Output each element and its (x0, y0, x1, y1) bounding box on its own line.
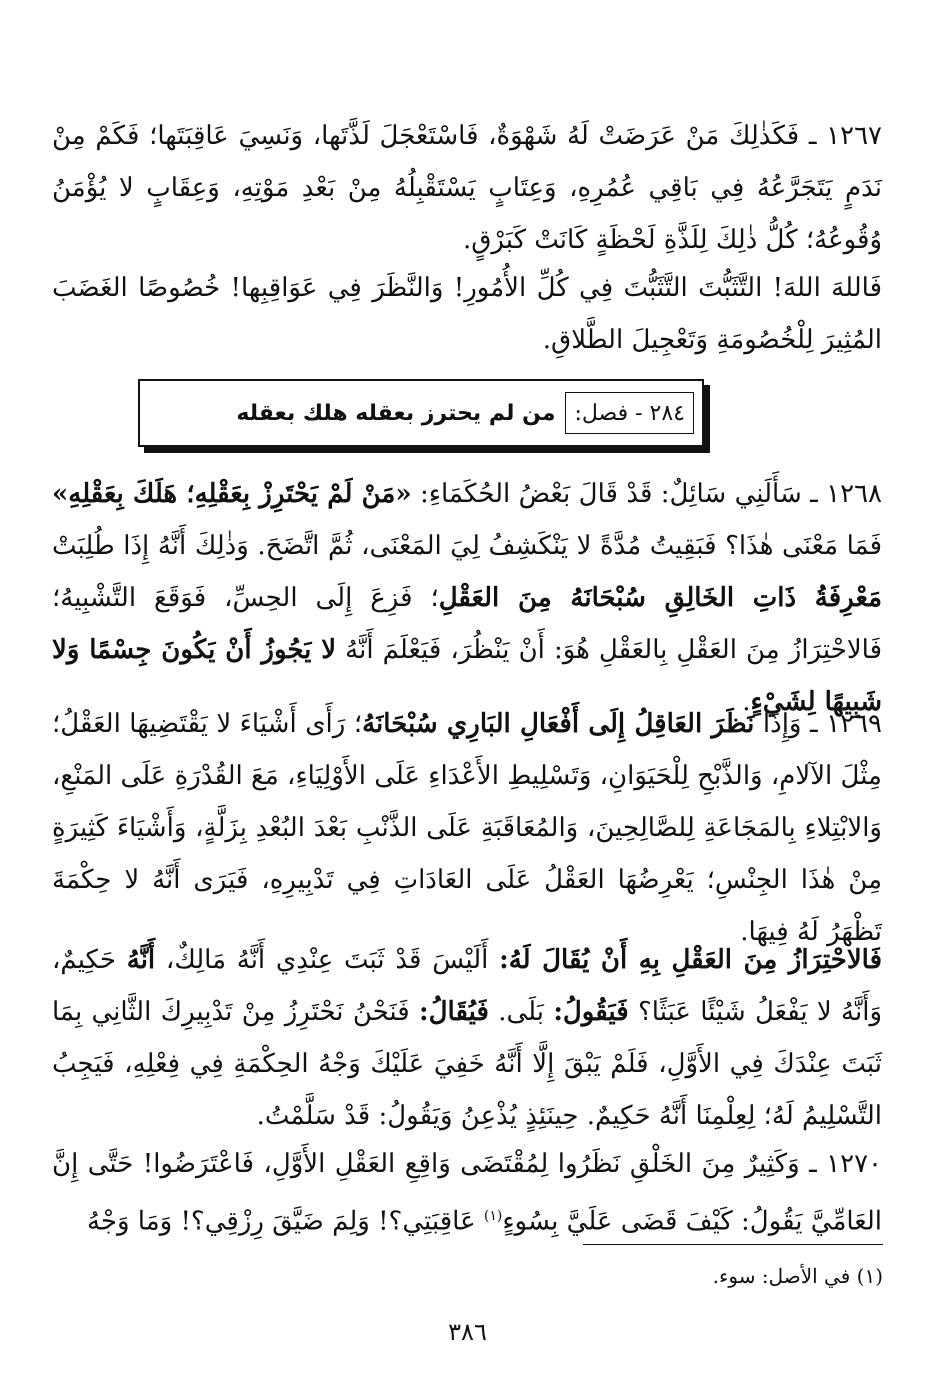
footnote-reference: (١) (483, 1208, 503, 1224)
paragraph-lead: ـ سَأَلَنِي سَائِلٌ: قَدْ قَالَ بَعْضُ الحُكَمَاءِ: (420, 479, 818, 509)
bold-phrase: لا يَجُوزُ أَنْ يَكُونَ جِسْمًا وَلا شَبِيهًا لِشَيْءٍ (52, 635, 882, 717)
paragraph-number: ١٢٦٩ (826, 709, 882, 739)
paragraph-1267 (52, 110, 882, 266)
bold-phrase: أَنَّهُ (126, 945, 156, 975)
page-number: ٣٨٦ (448, 1318, 487, 1346)
bold-phrase: فَالاحْتِرَازُ مِنَ العَقْلِ بِهِ أَنْ يُقَالَ لَهُ: (499, 945, 883, 975)
paragraph-text: بَلَى. (498, 997, 544, 1027)
paragraph-text: ؛ فَزِعَ إِلَى الحِسِّ، فَوَقَعَ التَّشْبِيهُ؛ فَالاحْتِرَازُ مِنَ العَقْلِ بِالعَقْلِ هُوَ: أَنْ يَنْظُرَ، فَيَعْلَمَ أَنَّهُ (52, 583, 882, 665)
paragraph-end: . (742, 687, 751, 717)
section-title: من لم يحترز بعقله هلك بعقله (236, 400, 556, 426)
bold-quote: «مَنْ لَمْ يَحْتَرِزْ بِعَقْلِهِ؛ هَلَكَ بِعَقْلِهِ» (52, 479, 412, 509)
paragraph-number: ١٢٦٨ (826, 479, 883, 509)
footnote (713, 1262, 883, 1290)
paragraph-number: ١٢٦٧ (826, 121, 883, 151)
footnote-text: في الأصل: سوء. (712, 1264, 851, 1288)
bold-phrase: فَيَقُولُ: (553, 997, 629, 1027)
bold-phrase: نَظَرَ العَاقِلُ إِلَى أَفْعَالِ البَارِي سُبْحَانَهُ (362, 709, 755, 739)
paragraph-text: ـ فَكَذٰلِكَ مَنْ عَرَضَتْ لَهُ شَهْوَةٌ، فَاسْتَعْجَلَ لَذَّتَها، وَنَسِيَ عَاقِبَتَها؛ فَكَمْ مِنْ نَدَمٍ يَتَجَرَّعُهُ فِي بَاقِي عُمُرِهِ، وَعِتَابٍ يَسْتَقْبِلُهُ مِنْ بَعْدِ مَوْتِهِ، وَعِقَابٍ لا يُؤْمَنُ وُقُوعُهُ؛ كُلُّ ذٰلِكَ لِلَذَّةِ لَحْظَةٍ كَانَتْ كَبَرْقٍ. (52, 121, 882, 255)
bold-phrase: مَعْرِفَةُ ذَاتِ الخَالِقِ سُبْحَانَهُ مِنَ العَقْلِ (438, 583, 882, 613)
paragraph-text: فَاللهَ اللهَ! التَّثَبُّتَ التَّثَبُّتَ فِي كُلِّ الأُمُورِ! وَالنَّظَرَ فِي عَوَاقِبِها! خُصُوصًا الغَضَبَ المُثِيرَ لِلْخُصُومَةِ وَتَعْجِيلَ الطَّلاقِ. (52, 273, 882, 355)
paragraph-text: فَمَا مَعْنَى هٰذَا؟ فَبَقِيتُ مُدَّةً لا يَنْكَشِفُ لِيَ المَعْنَى، ثُمَّ اتَّضَحَ. وَذٰلِكَ أَنَّهُ إِذَا طُلِبَتْ (52, 531, 882, 561)
section-number-tag: ٢٨٤ - فصل: (565, 392, 694, 434)
bold-phrase: فَيُقَالُ: (419, 997, 489, 1027)
paragraph-1269 (52, 698, 882, 958)
paragraph-1268 (52, 468, 882, 728)
paragraph-1270 (52, 1138, 882, 1248)
paragraph-text: عَاقِبَتِي؟! وَلِمَ ضَيَّقَ رِزْقِي؟! وَمَا وَجْهُ (86, 1206, 476, 1237)
footnote-marker: (١) (856, 1264, 883, 1288)
paragraph-text: ؛ رَأَى أَشْيَاءَ لا يَقْتَضِيهَا العَقْلُ؛ مِثْلَ الآلامِ، وَالذَّبْحِ لِلْحَيَوَانِ، وَتَسْلِيطِ الأَعْدَاءِ عَلَى الأَوْلِيَاءِ، مَعَ القُدْرَةِ عَلَى المَنْعِ، وَالابْتِلاءِ بِالمَجَاعَةِ لِلصَّالِحِينَ، وَالمُعَاقَبَةِ عَلَى الذَّنْبِ بَعْدَ البُعْدِ بِزَلَّةٍ، وَأَشْيَاءَ كَثِيرَةٍ مِنْ هٰذَا الجِنْسِ؛ يَعْرِضُهَا العَقْلُ عَلَى العَادَاتِ فِي تَدْبِيرِهِ، فَيَرَى أَنَّهُ لا حِكْمَةَ تَظْهَرُ لَهُ فِيهَا. (52, 709, 882, 947)
paragraph-text: أَلَيْسَ قَدْ ثَبَتَ عِنْدِي أَنَّهُ مَالِكٌ، (165, 945, 489, 975)
section-heading (236, 391, 694, 435)
paragraph-text: حَكِيمٌ، وَأَنَّهُ لا يَفْعَلُ شَيْئًا عَبَثًا؟ (52, 945, 883, 1027)
paragraph-number: ١٢٧٠ (826, 1149, 883, 1179)
paragraph-exhortation (52, 262, 882, 366)
paragraph-text: ـ وَكَثِيرٌ مِنَ الخَلْقِ نَظَرُوا لِمُقْتَضَى وَاقِعِ العَقْلِ الأَوَّلِ، فَاعْتَرَضُوا! حَتَّى إِنَّ العَامِّيَّ يَقُولُ: كَيْفَ قَضَى عَلَيَّ بِسُوءٍ (52, 1149, 882, 1237)
footnote-divider (583, 1244, 883, 1245)
paragraph-text: فَنَحْنُ نَحْتَرِزُ مِنْ تَدْبِيرِكَ الثَّانِي بِمَا ثَبَتَ عِنْدَكَ فِي الأَوَّلِ، فَلَمْ يَبْقَ إِلَّا أَنَّهُ خَفِيَ عَلَيْكَ وَجْهُ الحِكْمَةِ فِي فِعْلِهِ، فَيَجِبُ التَّسْلِيمُ لَهُ؛ لِعِلْمِنَا أَنَّهُ حَكِيمٌ. حِينَئِذٍ يُذْعِنُ وَيَقُولُ: قَدْ سَلَّمْتُ. (52, 997, 882, 1131)
paragraph-lead: ـ وَإِذَا (762, 709, 818, 739)
paragraph-precaution (52, 934, 882, 1142)
section-heading-box (138, 379, 704, 447)
